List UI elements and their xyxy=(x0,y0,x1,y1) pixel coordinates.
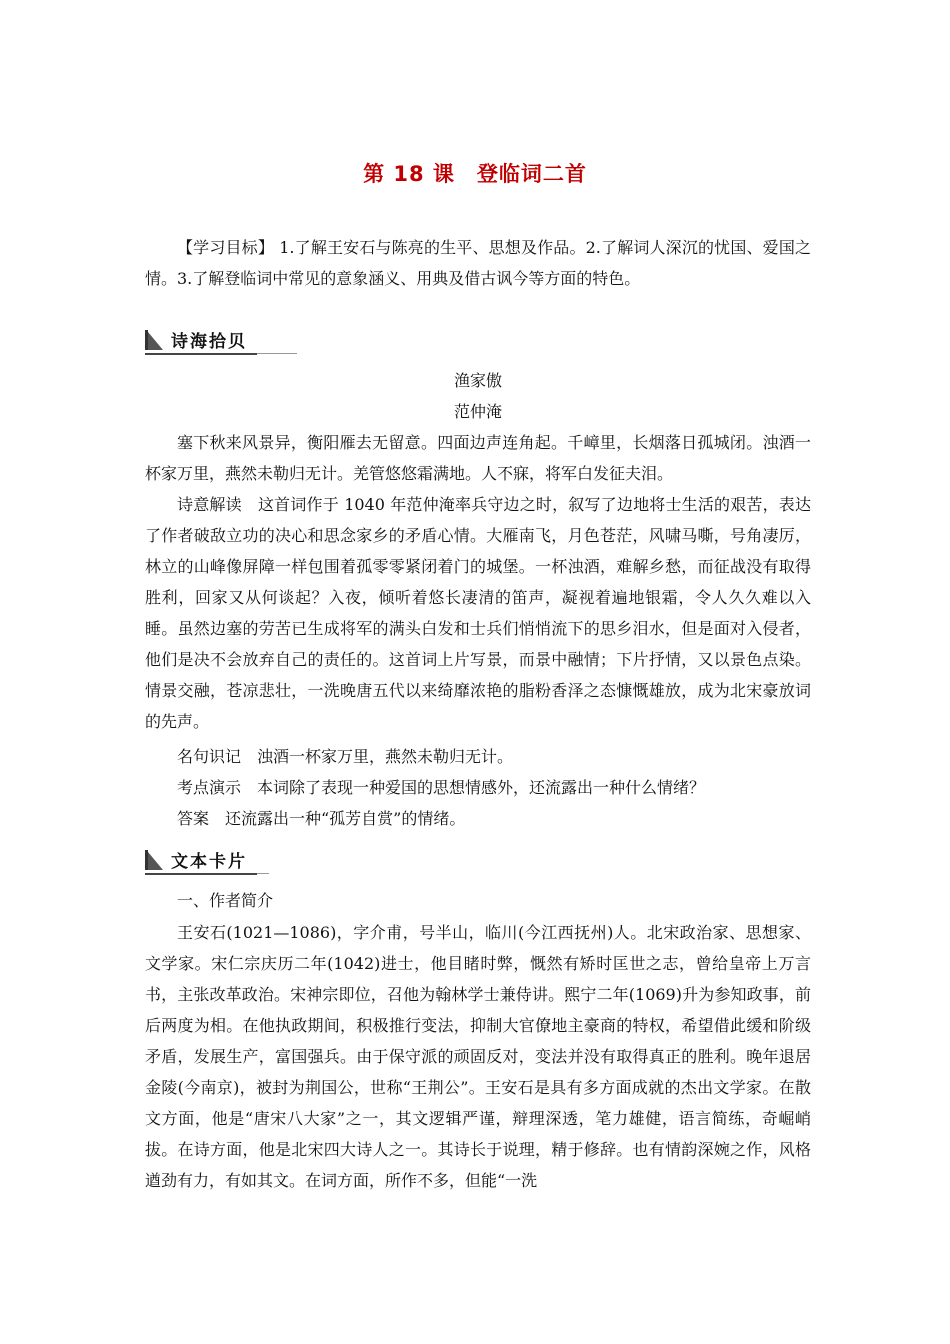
famous-line: 名句识记 浊酒一杯家万里，燕然未勒归无计。 xyxy=(177,747,514,766)
section-header-text-card xyxy=(145,847,305,877)
section-rule xyxy=(145,353,257,355)
answer: 答案 还流露出一种“孤芳自赏”的情绪。 xyxy=(177,809,466,828)
section-header-poetry xyxy=(145,327,305,357)
section-heading: 文本卡片 xyxy=(171,852,247,872)
section-heading: 诗海拾贝 xyxy=(171,332,247,352)
author-biography: 王安石(1021—1086)，字介甫，号半山，临川(今江西抚州)人。北宋政治家、思想家、文学家。宋仁宗庆历二年(1042)进士，他目睹时弊，慨然有矫时匡世之志，曾给皇帝上万言书，主张改革政治。宋神宗即位，召他为翰林学士兼侍讲。熙宁二年(1069)升为参知政事，前后两度为相。在他执政期间，积极推行变法，抑制大官僚地主豪商的特权，希望借此缓和阶级矛盾，发展生产，富国强兵。由于保守派的顽固反对，变法并没有取得真正的胜利。晚年退居金陵(今南京)，被封为荆国公，世称“王荆公”。王安石是具有多方面成就的杰出文学家。在散文方面，他是“唐宋八大家”之一，其文逻辑严谨，辩理深透，笔力雄健，语言简练，奇崛峭拔。在诗方面，他是北宋四大诗人之一。其诗长于说理，精于修辞。也有情韵深婉之作，风格遒劲有力，有如其文。在词方面，所作不多，但能“一洗 xyxy=(145,923,811,1190)
section-marker-icon xyxy=(145,330,163,350)
section-rule-light xyxy=(257,353,297,354)
learning-objectives: 【学习目标】 1.了解王安石与陈亮的生平、思想及作品。2.了解词人深沉的忧国、爱国之情。3.了解登临词中常见的意象涵义、用典及借古讽今等方面的特色。 xyxy=(145,238,811,288)
poem-title: 渔家傲 xyxy=(453,371,502,390)
page-title: 第 18 课 登临词二首 xyxy=(363,162,587,186)
poem-text: 塞下秋来风景异，衡阳雁去无留意。四面边声连角起。千嶂里，长烟落日孤城闭。浊酒一杯家万里，燕然未勒归无计。羌管悠悠霜满地。人不寐，将军白发征夫泪。 xyxy=(145,433,811,483)
exam-question: 考点演示 本词除了表现一种爱国的思想情感外，还流露出一种什么情绪？ xyxy=(177,778,706,797)
section-rule-light xyxy=(257,873,269,874)
author-intro-heading: 一、作者简介 xyxy=(177,891,274,910)
poem-interpretation: 诗意解读 这首词作于 1040 年范仲淹率兵守边之时，叙写了边地将士生活的艰苦，表达了作者破敌立功的决心和思念家乡的矛盾心情。大雁南飞，月色苍茫，风啸马嘶，号角凄厉，林立的山峰像屏障一样包围着孤零零紧闭着门的城堡。一杯浊酒，难解乡愁，而征战没有取得胜利，回家又从何谈起？入夜，倾听着悠长凄清的笛声，凝视着遍地银霜，令人久久难以入睡。虽然边塞的劳苦已生成将军的满头白发和士兵们悄悄流下的思乡泪水，但是面对入侵者，他们是决不会放弃自己的责任的。这首词上片写景，而景中融情；下片抒情，又以景色点染。情景交融，苍凉悲壮，一洗晚唐五代以来绮靡浓艳的脂粉香泽之态慷慨雄放，成为北宋豪放词的先声。 xyxy=(145,495,811,731)
poem-author: 范仲淹 xyxy=(453,402,502,421)
section-marker-icon xyxy=(145,850,163,870)
section-rule xyxy=(145,873,257,875)
